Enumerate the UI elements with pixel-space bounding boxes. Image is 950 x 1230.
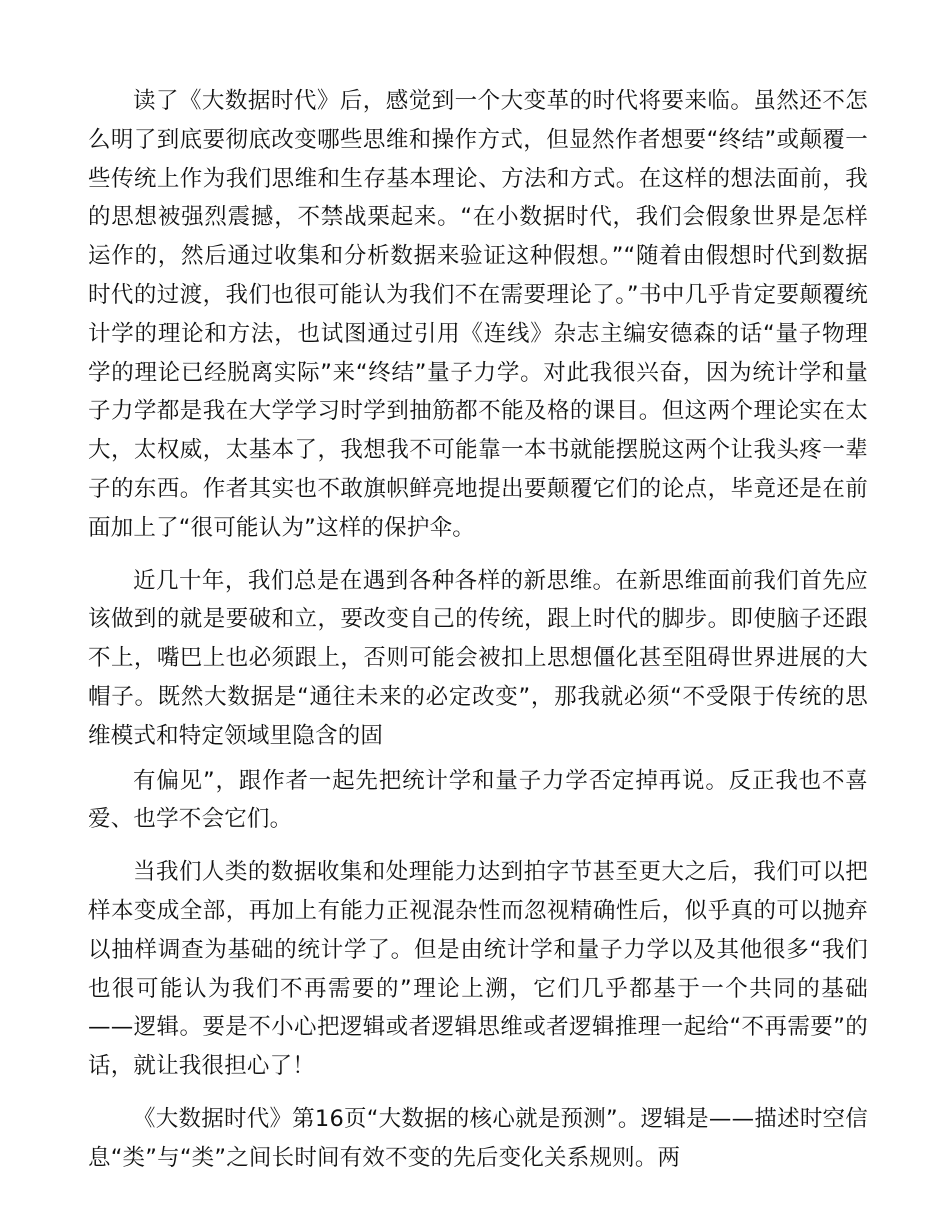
paragraph-2: 近几十年，我们总是在遇到各种各样的新思维。在新思维面前我们首先应该做到的就是要破和立，要改变自己的传统，跟上时代的脚步。即使脑子还跟不上，嘴巴上也必须跟上，否则可能会被扣上思想僵化甚至阻碍世界进展的大帽子。既然大数据是“通往未来的必定改变”，那我就必须“不受限于传统的思维模式和特定领域里隐含的固 [88, 567, 868, 749]
paragraph-1: 读了《大数据时代》后，感觉到一个大变革的时代将要来临。虽然还不怎么明了到底要彻底改变哪些思维和操作方式，但显然作者想要“终结”或颠覆一些传统上作为我们思维和生存基本理论、方法和方式。在这样的想法面前，我的思想被强烈震撼，不禁战栗起来。“在小数据时代，我们会假象世界是怎样运作的，然后通过收集和分析数据来验证这种假想。”“随着由假想时代到数据时代的过渡，我们也很可能认为我们不在需要理论了。”书中几乎肯定要颠覆统计学的理论和方法，也试图通过引用《连线》杂志主编安德森的话“量子物理学的理论已经脱离实际”来“终结”量子力学。对此我很兴奋，因为统计学和量子力学都是我在大学学习时学到抽筋都不能及格的课目。但这两个理论实在太大，太权威，太基本了，我想我不可能靠一本书就能摆脱这两个让我头疼一辈子的东西。作者其实也不敢旗帜鲜亮地提出要颠覆它们的论点，毕竟还是在前面加上了“很可能认为”这样的保护伞。 [88, 88, 868, 541]
paragraph-4: 当我们人类的数据收集和处理能力达到拍字节甚至更大之后，我们可以把样本变成全部，再加上有能力正视混杂性而忽视精确性后，似乎真的可以抛弃以抽样调查为基础的统计学了。但是由统计学和量子力学以及其他很多“我们也很可能认为我们不再需要的”理论上溯，它们几乎都基于一个共同的基础——逻辑。要是不小心把逻辑或者逻辑思维或者逻辑推理一起给“不再需要”的话，就让我很担心了！ [88, 859, 868, 1080]
paragraph-5: 《大数据时代》第16页“大数据的核心就是预测”。逻辑是——描述时空信息“类”与“类”之间长时间有效不变的先后变化关系规则。两 [88, 1105, 868, 1171]
paragraph-3: 有偏见”，跟作者一起先把统计学和量子力学否定掉再说。反正我也不喜爱、也学不会它们。 [88, 767, 868, 833]
document-page [88, 82, 868, 1192]
